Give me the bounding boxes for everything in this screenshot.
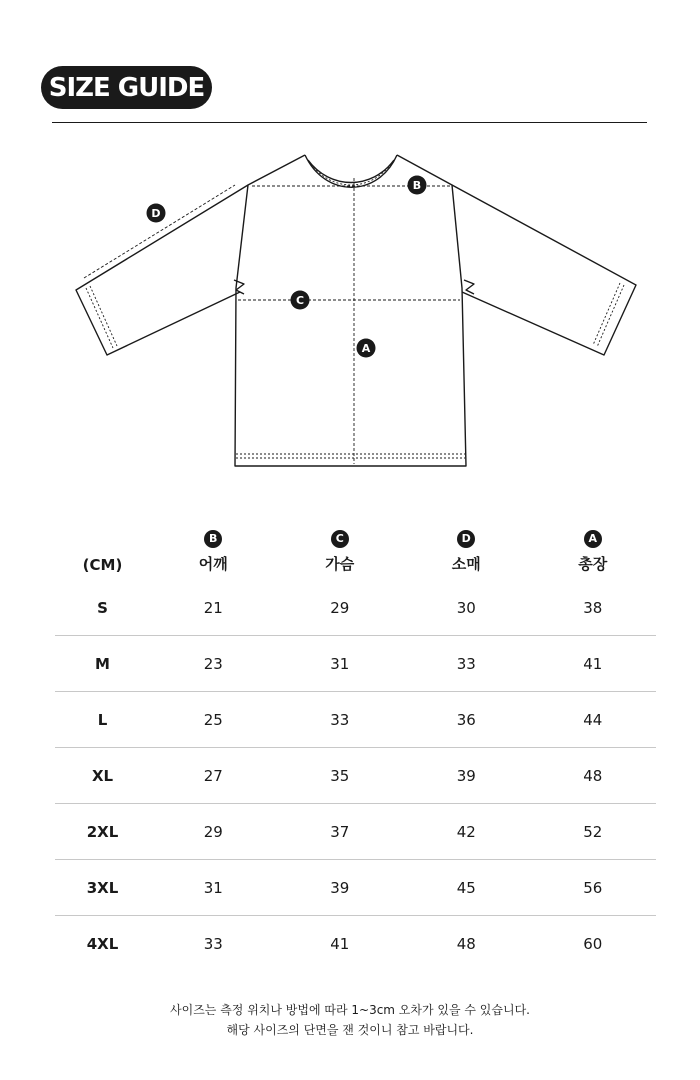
table-row <box>55 916 656 972</box>
shoulder-value: 27 <box>150 748 277 804</box>
svg-text:B: B <box>412 179 422 192</box>
chest-value: 31 <box>277 636 404 692</box>
table-row <box>55 692 656 748</box>
marker-c <box>291 291 310 310</box>
sleeve-value: 42 <box>403 804 530 860</box>
marker-b <box>408 176 427 195</box>
tshirt-diagram <box>0 140 700 480</box>
column-label-chest: 가슴 <box>325 555 355 573</box>
marker-c-badge: C <box>331 530 349 548</box>
shoulder-value: 31 <box>150 860 277 916</box>
table-row <box>55 636 656 692</box>
column-header-chest <box>277 510 404 580</box>
shoulder-value: 29 <box>150 804 277 860</box>
table-row <box>55 580 656 636</box>
title-divider <box>52 122 647 123</box>
marker-a <box>357 339 376 358</box>
unit-label: (CM) <box>82 556 123 574</box>
size-label: 4XL <box>86 934 119 953</box>
column-label-length: 총장 <box>578 555 608 573</box>
length-value: 48 <box>530 748 657 804</box>
column-label-shoulder: 어깨 <box>198 555 228 573</box>
chest-value: 37 <box>277 804 404 860</box>
table-row <box>55 860 656 916</box>
size-label: 3XL <box>55 860 150 916</box>
sleeve-value: 36 <box>403 692 530 748</box>
sleeve-value: 33 <box>403 636 530 692</box>
length-value: 44 <box>530 692 657 748</box>
length-value: 41 <box>530 636 657 692</box>
size-note <box>0 1000 700 1040</box>
svg-text:A: A <box>361 342 371 355</box>
svg-text:C: C <box>295 294 305 307</box>
length-value: 52 <box>530 804 657 860</box>
note-line-1: 사이즈는 측정 위치나 방법에 따라 1~3cm 오차가 있을 수 있습니다. <box>170 1003 530 1017</box>
size-guide-title: SIZE GUIDE <box>41 66 212 109</box>
marker-b-badge: B <box>204 530 222 548</box>
shoulder-value: 23 <box>150 636 277 692</box>
marker-a-badge: A <box>584 530 602 548</box>
unit-header <box>55 510 150 580</box>
chest-value: 41 <box>330 934 350 953</box>
marker-d-badge: D <box>457 530 475 548</box>
chest-value: 29 <box>277 580 404 636</box>
size-label: 2XL <box>55 804 150 860</box>
size-label: XL <box>55 748 150 804</box>
length-value: 60 <box>583 934 603 953</box>
sleeve-value: 48 <box>456 934 476 953</box>
svg-text:D: D <box>151 207 161 220</box>
length-value: 56 <box>530 860 657 916</box>
column-header-length <box>530 510 657 580</box>
size-label: S <box>55 580 150 636</box>
size-label: L <box>55 692 150 748</box>
sleeve-value: 39 <box>403 748 530 804</box>
marker-d <box>147 204 166 223</box>
column-header-shoulder <box>150 510 277 580</box>
table-row <box>55 748 656 804</box>
column-header-sleeve <box>403 510 530 580</box>
table-header-row <box>55 510 656 580</box>
chest-value: 35 <box>277 748 404 804</box>
chest-value: 39 <box>277 860 404 916</box>
note-line-2: 해당 사이즈의 단면을 잰 것이니 참고 바랍니다. <box>226 1023 474 1037</box>
chest-value: 33 <box>277 692 404 748</box>
size-label: M <box>55 636 150 692</box>
sleeve-value: 30 <box>403 580 530 636</box>
shoulder-value: 25 <box>150 692 277 748</box>
column-label-sleeve: 소매 <box>451 555 481 573</box>
shoulder-value: 21 <box>150 580 277 636</box>
size-table <box>55 510 656 971</box>
table-row <box>55 804 656 860</box>
shoulder-value: 33 <box>203 934 223 953</box>
length-value: 38 <box>530 580 657 636</box>
sleeve-value: 45 <box>403 860 530 916</box>
